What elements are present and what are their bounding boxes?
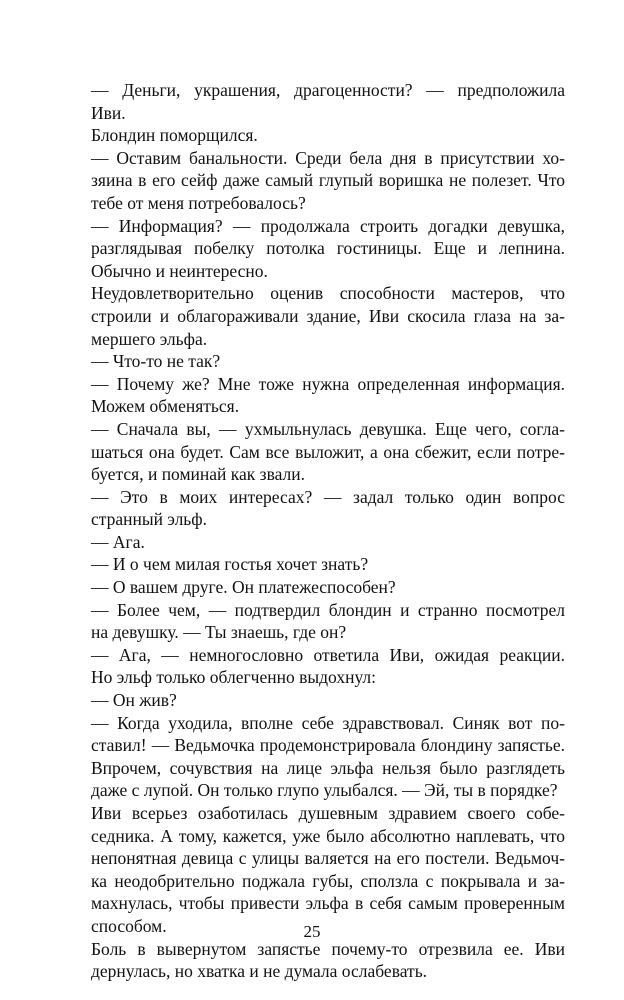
paragraph: [71, 282, 565, 350]
text-line: Но эльф только облегченно выдохнул:: [91, 667, 377, 688]
text-line: — Когда уходила, вполне себе здравствовал. Синяк вот по-: [91, 712, 565, 733]
text-line: — Что-то не так?: [91, 351, 221, 372]
text-line: — Он жив?: [91, 690, 177, 711]
paragraph: [71, 689, 565, 712]
text-line: — О вашем друге. Он платежеспособен?: [91, 577, 396, 598]
paragraph: [71, 124, 565, 147]
text-line: на девушку. — Ты знаешь, где он?: [91, 622, 347, 643]
text-line: — Это в моих интересах? — задал только один вопрос: [91, 486, 565, 507]
text-line: дернулась, но хватка и не думала ослабевать.: [91, 961, 428, 982]
text-line: Обычно и неинтересно.: [91, 260, 268, 281]
text-line: ставил! — Ведьмочка продемонстрировала блондину запястье.: [91, 735, 565, 756]
text-line: даже с лупой. Он только глупо улыбался. — Эй, ты в порядке?: [91, 780, 558, 801]
paragraph: [71, 350, 565, 373]
paragraph: [71, 486, 565, 531]
text-line: — Почему же? Мне тоже нужна определенная информация.: [91, 373, 565, 394]
text-line: — Более чем, — подтвердил блондин и странно посмотрел: [91, 599, 565, 620]
text-line: Впрочем, сочувствия на лице эльфа нельзя было разглядеть: [91, 757, 565, 778]
paragraph: [71, 938, 565, 983]
text-line: махнулась, чтобы привести эльфа в себя самым проверенным: [91, 893, 565, 914]
text-line: — Деньги, украшения, драгоценности? — предположила: [91, 80, 565, 100]
text-line: — Оставим банальности. Среди бела дня в присутствии хо-: [91, 147, 565, 168]
paragraph: [71, 147, 565, 215]
paragraph: [71, 418, 565, 486]
text-line: — Ага, — немногословно ответила Иви, ожидая реакции.: [91, 644, 565, 665]
paragraph: [71, 712, 565, 802]
paragraph: [71, 79, 565, 124]
text-line: разглядывая побелку потолка гостиницы. Еще и лепнина.: [91, 238, 565, 259]
text-line: непонятная девица с улицы валяется на его постели. Ведьмоч-: [91, 848, 565, 869]
text-line: шаться она будет. Сам все выложит, а она сбежит, если потре-: [91, 441, 565, 462]
text-line: — Ага.: [91, 531, 145, 552]
text-line: Неудовлетворительно оценив способности мастеров, что: [91, 283, 565, 304]
text-line: буется, и поминай как звали.: [91, 464, 306, 485]
text-line: способом.: [91, 915, 167, 936]
body-text: [71, 79, 565, 983]
paragraph: [71, 531, 565, 554]
paragraph: [71, 802, 565, 938]
paragraph: [71, 215, 565, 283]
page-number: 25: [303, 922, 321, 941]
text-line: зяина в его сейф даже самый глупый воришка не полезет. Что: [91, 170, 565, 191]
text-line: — Информация? — продолжала строить догадки девушка,: [91, 215, 565, 236]
text-line: Иви.: [91, 102, 126, 123]
text-line: седника. А тому, кажется, уже было абсолютно наплевать, что: [91, 825, 565, 846]
paragraph: [71, 644, 565, 689]
text-line: Боль в вывернутом запястье почему-то отрезвила ее. Иви: [91, 938, 565, 959]
paragraph: [71, 553, 565, 576]
text-line: Можем обменяться.: [91, 396, 240, 417]
text-line: тебе от меня потребовалось?: [91, 192, 306, 213]
text-line: Блондин поморщился.: [91, 125, 258, 146]
text-line: ка неодобрительно поджала губы, сползла с покрывала и за-: [91, 870, 565, 891]
paragraph: [71, 373, 565, 418]
paragraph: [71, 576, 565, 599]
text-line: мершего эльфа.: [91, 328, 208, 349]
text-line: странный эльф.: [91, 509, 207, 530]
paragraph: [71, 599, 565, 644]
text-line: — Сначала вы, — ухмыльнулась девушка. Еще чего, согла-: [91, 418, 565, 439]
text-line: — И о чем милая гостья хочет знать?: [91, 554, 369, 575]
text-line: Иви всерьез озаботилась душевным здравием своего собе-: [91, 803, 565, 823]
text-line: строили и облагораживали здание, Иви скосила глаза на за-: [91, 305, 565, 326]
